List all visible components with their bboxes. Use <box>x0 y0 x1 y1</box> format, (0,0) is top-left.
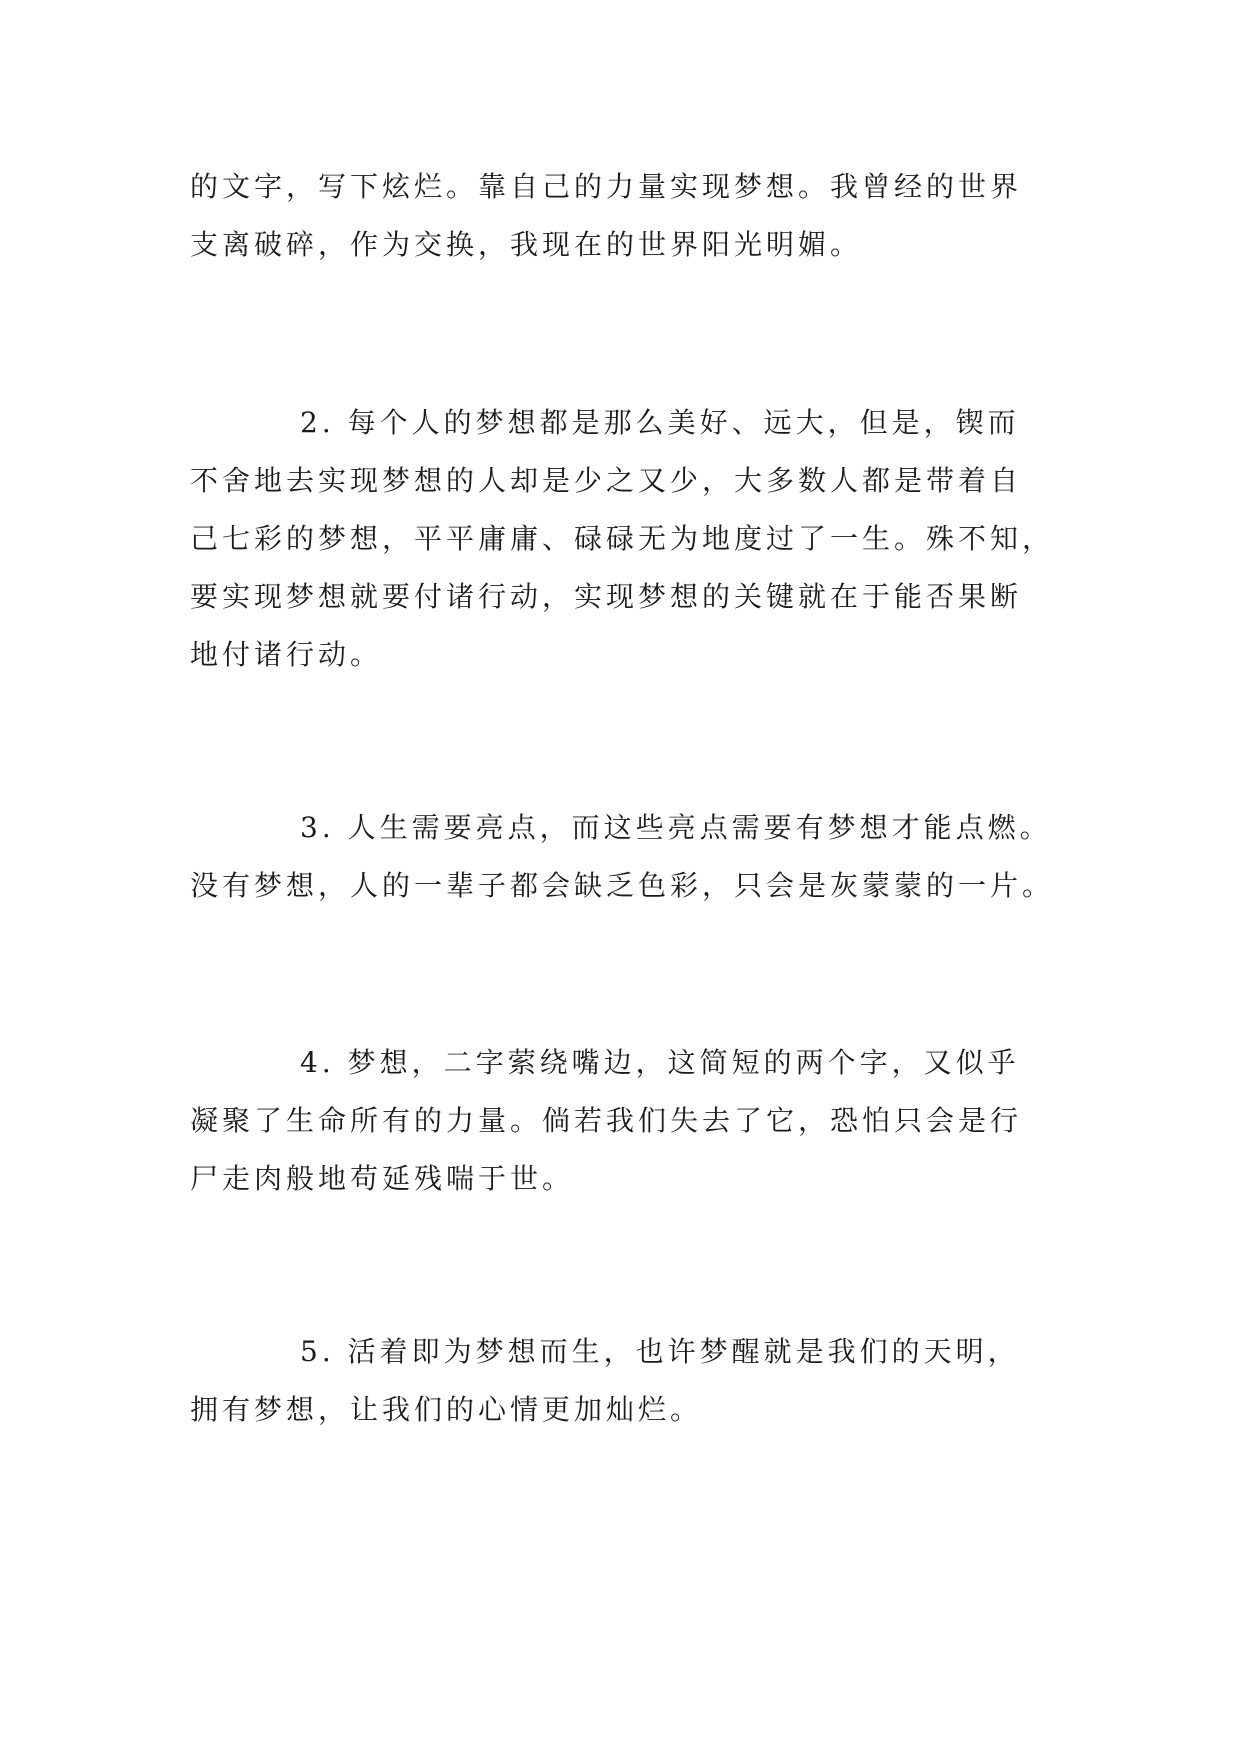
text-line: 2. 每个人的梦想都是那么美好、远大，但是，锲而 <box>300 406 1020 439</box>
text-line: 凝聚了生命所有的力量。倘若我们失去了它，恐怕只会是行 <box>190 1104 1023 1137</box>
text-line: 不舍地去实现梦想的人却是少之又少，大多数人都是带着自 <box>190 464 1023 497</box>
paragraph-item-2 <box>190 394 1060 684</box>
text-line: 没有梦想，人的一辈子都会缺乏色彩，只会是灰蒙蒙的一片。 <box>190 869 1055 902</box>
text-line: 的文字，写下炫烂。靠自己的力量实现梦想。我曾经的世界 <box>190 170 1023 203</box>
text-line: 要实现梦想就要付诸行动，实现梦想的关键就在于能否果断 <box>190 580 1023 613</box>
text-line: 尸走肉般地苟延残喘于世。 <box>190 1162 575 1195</box>
text-line: 5. 活着即为梦想而生，也许梦醒就是我们的天明， <box>300 1335 1020 1368</box>
paragraph-item-4 <box>190 1034 1060 1208</box>
text-line: 3. 人生需要亮点，而这些亮点需要有梦想才能点燃。 <box>300 811 1052 844</box>
paragraph-item-5 <box>190 1323 1060 1439</box>
text-line: 4. 梦想，二字萦绕嘴边，这简短的两个字，又似乎 <box>300 1046 1020 1079</box>
text-line: 拥有梦想，让我们的心情更加灿烂。 <box>190 1393 703 1426</box>
paragraph-item-3 <box>190 799 1060 915</box>
text-line: 己七彩的梦想，平平庸庸、碌碌无为地度过了一生。殊不知， <box>190 522 1055 555</box>
paragraph-continuation <box>190 158 1060 274</box>
text-line: 地付诸行动。 <box>190 638 383 671</box>
text-line: 支离破碎，作为交换，我现在的世界阳光明媚。 <box>190 228 863 261</box>
